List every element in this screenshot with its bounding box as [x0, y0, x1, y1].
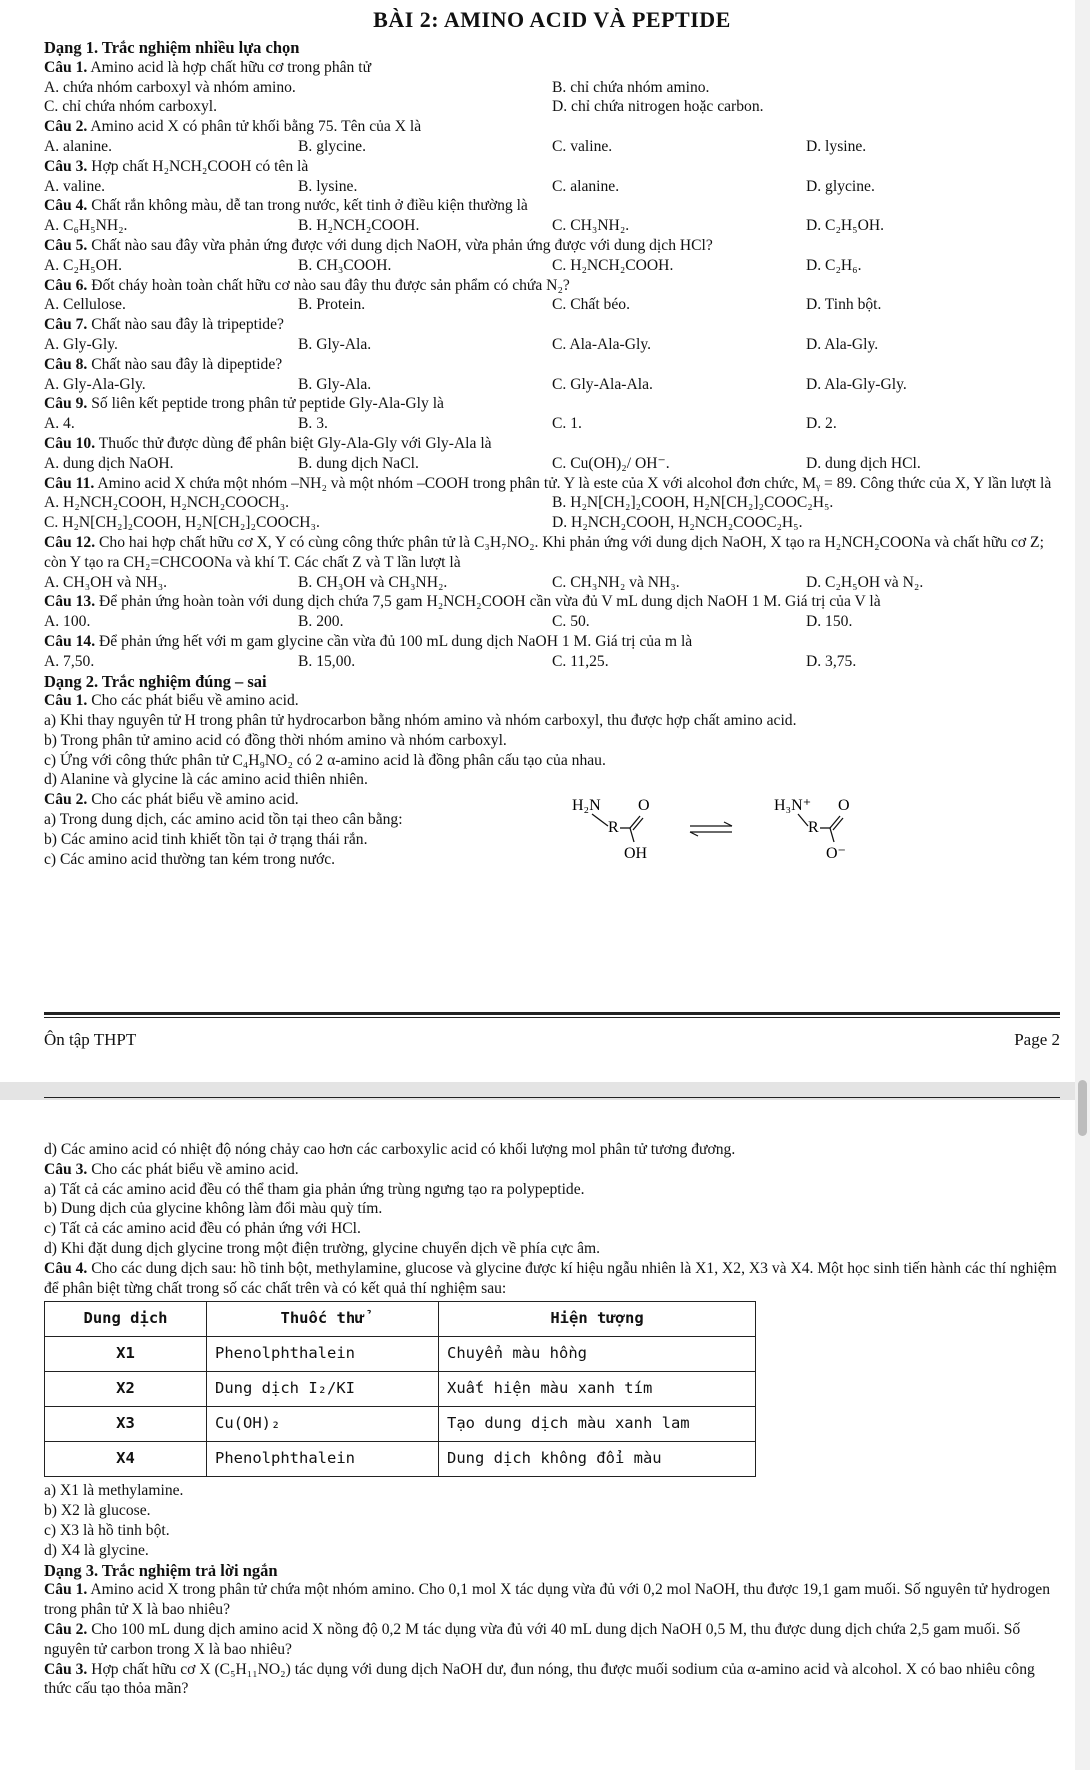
mc-question-list	[44, 58, 1060, 672]
answer-option: B. chỉ chứa nhóm amino.	[552, 78, 710, 96]
answer-option: A. CH₃OH và NH₃.	[44, 573, 168, 591]
question-number: Câu 8.	[44, 355, 88, 373]
page-footer	[44, 1030, 1060, 1050]
answer-option: D. H₂NCH₂COOH, H₂NCH₂COOC₂H₅.	[552, 514, 803, 532]
question-number: Câu 12.	[44, 533, 96, 551]
mc-question	[44, 58, 1060, 117]
carboxylate-anion: O⁻	[826, 845, 846, 863]
answer-option: A. C₂H₅OH.	[44, 256, 123, 274]
mc-question	[44, 474, 1060, 533]
col-header: Hiện tượng	[439, 1302, 756, 1337]
statement: d) Khi đặt dung dịch glycine trong một điện trường, glycine chuyển dịch về phía cực âm.	[44, 1239, 601, 1257]
question-text: Chất rắn không màu, dễ tan trong nước, kết tinh ở điều kiện thường là	[91, 197, 528, 215]
answer-option: A. 100.	[44, 613, 91, 631]
mc-question	[44, 117, 1060, 157]
page-number: Page 2	[1014, 1030, 1060, 1049]
answer-option: C. H₂NCH₂COOH.	[552, 256, 674, 274]
answer-option: B. 3.	[298, 415, 328, 433]
question-text: Thuốc thử được dùng để phân biệt Gly-Ala-Gly với Gly-Ala là	[98, 434, 492, 452]
question-text: Cho 100 mL dung dịch amino acid X nồng độ 0,2 M tác dụng vừa đủ với 40 mL dung dịch NaOH 0,5 M, thu được dung dịch chứa 2,5 gam muối. Số nguyên tử carbon trong X là bao nhiêu?	[44, 1620, 1021, 1658]
question-text: Chất nào sau đây là tripeptide?	[91, 316, 284, 334]
statement: d) Các amino acid có nhiệt độ nóng chảy cao hơn các carboxylic acid có khối lượng mol phân tử tương đương.	[44, 1141, 736, 1158]
answer-option: A. 7,50.	[44, 652, 95, 670]
table-cell: Dung dịch không đổi màu	[439, 1442, 756, 1477]
mc-question	[44, 533, 1060, 592]
answer-option: A. dung dịch NaOH.	[44, 454, 174, 472]
statement: a) Tất cả các amino acid đều có thể tham gia phản ứng trùng ngưng tạo ra polypeptide.	[44, 1180, 585, 1198]
bond	[592, 814, 608, 826]
question-number: Câu 10.	[44, 434, 96, 452]
question-text: Cho hai hợp chất hữu cơ X, Y có cùng công thức phân tử là C₃H₇NO₂. Khi phản ứng với dung dịch NaOH, X tạo ra H₂NCH₂COONa và chất hữu cơ Z; còn Y tạo ra CH₂=CHCOONa và khí T. Các chất Z và T lần lượt là	[44, 533, 1044, 571]
mc-question	[44, 592, 1060, 632]
question-number: Câu 3.	[44, 1660, 88, 1678]
mc-question	[44, 632, 1060, 672]
bond	[630, 816, 640, 828]
header-rule	[44, 1097, 1060, 1098]
answer-option: D. glycine.	[806, 177, 875, 195]
answer-option: D. Ala-Gly-Gly.	[806, 375, 907, 393]
question-number: Câu 6.	[44, 276, 88, 294]
answer-option: A. Gly-Gly.	[44, 335, 118, 353]
question-text: Đốt cháy hoàn toàn chất hữu cơ nào sau đây thu được sản phẩm có chứa N₂?	[91, 276, 570, 294]
scrollbar-thumb[interactable]	[1078, 1080, 1087, 1136]
answer-option: D. Tinh bột.	[806, 296, 882, 314]
table-cell: X3	[45, 1407, 207, 1442]
col-header: Dung dịch	[45, 1302, 207, 1337]
statement: b) Các amino acid tinh khiết tồn tại ở trạng thái rắn.	[44, 830, 368, 848]
page-1-content	[44, 2, 1060, 874]
question-text: Chất nào sau đây vừa phản ứng được với dung dịch NaOH, vừa phản ứng được với dung dịch HCl?	[91, 236, 713, 254]
answer-option: B. lysine.	[298, 177, 358, 195]
section-2-heading: Dạng 2. Trắc nghiệm đúng – sai	[44, 671, 267, 691]
sa-question-1	[44, 1580, 1060, 1620]
answer-option: D. dung dịch HCl.	[806, 454, 921, 472]
question-text: Hợp chất hữu cơ X (C₅H₁₁NO₂) tác dụng với dung dịch NaOH dư, đun nóng, thu được muối sodium của α-amino acid và alcohol. X có bao nhiêu công thức cấu tạo thỏa mãn?	[44, 1660, 1035, 1698]
question-number: Câu 3.	[44, 1160, 88, 1178]
question-number: Câu 3.	[44, 157, 88, 175]
answer-option: C. alanine.	[552, 177, 620, 195]
question-number: Câu 1.	[44, 1581, 88, 1599]
carbonyl-oxygen: O	[638, 797, 650, 815]
question-text: Hợp chất H₂NCH₂COOH có tên là	[91, 157, 309, 175]
answer-option: B. 15,00.	[298, 652, 356, 670]
question-number: Câu 13.	[44, 593, 96, 611]
section-3-heading: Dạng 3. Trắc nghiệm trả lời ngắn	[44, 1560, 278, 1580]
sa-question-3	[44, 1660, 1060, 1700]
answer-option: A. Gly-Ala-Gly.	[44, 375, 146, 393]
answer-option: C. CH₃NH₂.	[552, 217, 630, 235]
footer-rule-thin	[44, 1017, 1060, 1018]
page-2-content	[44, 1140, 1060, 1699]
question-text: Cho các phát biểu về amino acid.	[91, 1160, 299, 1178]
table-row	[45, 1372, 756, 1407]
answer-option: B. Gly-Ala.	[298, 375, 372, 393]
mc-question	[44, 157, 1060, 197]
r-group: R	[608, 819, 619, 837]
bond	[798, 814, 808, 826]
mc-question	[44, 276, 1060, 316]
question-number: Câu 5.	[44, 236, 88, 254]
statement: c) Ứng với công thức phân tử C₄H₉NO₂ có 2 α-amino acid là đồng phân cấu tạo của nhau.	[44, 751, 606, 769]
answer-option: B. Gly-Ala.	[298, 335, 372, 353]
answer-option: D. 2.	[806, 415, 837, 433]
question-text: Cho các phát biểu về amino acid.	[91, 791, 299, 809]
answer-option: B. H₂N[CH₂]₂COOH, H₂N[CH₂]₂COOC₂H₅.	[552, 494, 834, 512]
question-text: Số liên kết peptide trong phân tử peptide Gly-Ala-Gly là	[91, 395, 444, 413]
answer-option: D. chỉ chứa nitrogen hoặc carbon.	[552, 98, 764, 116]
statement: a) Trong dung dịch, các amino acid tồn tại theo cân bằng:	[44, 811, 403, 829]
table-row	[45, 1442, 756, 1477]
answer-option: B. glycine.	[298, 137, 366, 155]
table-cell: Phenolphthalein	[207, 1442, 439, 1477]
footer-rule-thick	[44, 1012, 1060, 1015]
table-cell: X1	[45, 1337, 207, 1372]
amine-group: H₂N	[572, 797, 601, 815]
table-cell: X2	[45, 1372, 207, 1407]
answer-option: C. Gly-Ala-Ala.	[552, 375, 653, 393]
question-number: Câu 1.	[44, 58, 88, 76]
question-number: Câu 9.	[44, 395, 88, 413]
table-row	[45, 1407, 756, 1442]
statement: b) X2 là glucose.	[44, 1502, 151, 1520]
question-number: Câu 11.	[44, 474, 95, 492]
answer-option: D. 150.	[806, 613, 853, 631]
tf-question-4	[44, 1259, 1060, 1561]
answer-option: C. 1.	[552, 415, 582, 433]
question-number: Câu 2.	[44, 118, 88, 136]
answer-option: A. H₂NCH₂COOH, H₂NCH₂COOCH₃.	[44, 494, 290, 512]
question-text: Để phản ứng hoàn toàn với dung dịch chứa 7,5 gam H₂NCH₂COOH cần vừa đủ V mL dung dịch NaOH 1 M. Giá trị của V là	[99, 593, 881, 611]
question-number: Câu 2.	[44, 791, 88, 809]
tf-question-1	[44, 691, 1060, 790]
answer-option: B. CH₃OH và CH₃NH₂.	[298, 573, 448, 591]
answer-option: B. dung dịch NaCl.	[298, 454, 419, 472]
statement: d) X4 là glycine.	[44, 1541, 149, 1559]
answer-option: C. Ala-Ala-Gly.	[552, 335, 652, 353]
statement: b) Trong phân tử amino acid có đồng thời nhóm amino và nhóm carboxyl.	[44, 731, 507, 749]
answer-option: D. C₂H₆.	[806, 256, 862, 274]
mc-question	[44, 434, 1060, 474]
statement: c) Tất cả các amino acid đều có phản ứng với HCl.	[44, 1220, 361, 1238]
question-number: Câu 4.	[44, 197, 88, 215]
scrollbar[interactable]	[1075, 0, 1090, 1770]
question-text: Cho các dung dịch sau: hồ tinh bột, methylamine, glucose và glycine được kí hiệu ngẫu nhiên là X1, X2, X3 và X4. Một học sinh tiến hành các thí nghiệm để phân biệt từng chất trong số các chất trên và có kết quả thí nghiệm sau:	[44, 1259, 1057, 1297]
experiment-table	[44, 1301, 756, 1477]
table-cell: Cu(OH)₂	[207, 1407, 439, 1442]
bond	[830, 816, 840, 828]
table-cell: Phenolphthalein	[207, 1337, 439, 1372]
answer-option: C. 50.	[552, 613, 590, 631]
answer-option: C. chỉ chứa nhóm carboxyl.	[44, 98, 218, 116]
answer-option: C. valine.	[552, 137, 613, 155]
question-text: Amino acid X trong phân tử chứa một nhóm amino. Cho 0,1 mol X tác dụng vừa đủ với 0,2 mol NaOH, thu được 19,1 gam muối. Số nguyên tử hydrogen trong phân tử X là bao nhiêu?	[44, 1581, 1050, 1619]
answer-option: D. lysine.	[806, 137, 867, 155]
answer-option: D. Ala-Gly.	[806, 335, 879, 353]
question-text: Amino acid là hợp chất hữu cơ trong phân tử	[90, 58, 372, 76]
answer-option: A. alanine.	[44, 137, 112, 155]
answer-option: A. valine.	[44, 177, 106, 195]
statement: a) Khi thay nguyên tử H trong phân tử hydrocarbon bằng nhóm amino và nhóm carboxyl, thu được hợp chất amino acid.	[44, 712, 797, 730]
table-header-row	[45, 1302, 756, 1337]
answer-option: B. 200.	[298, 613, 344, 631]
answer-option: D. C₂H₅OH.	[806, 217, 885, 235]
hydroxyl: OH	[624, 845, 648, 863]
mc-question	[44, 355, 1060, 395]
statement: a) X1 là methylamine.	[44, 1482, 184, 1500]
footer-left: Ôn tập THPT	[44, 1030, 137, 1049]
zwitterion-equilibrium	[504, 790, 1024, 874]
question-text: Amino acid X chứa một nhóm –NH₂ và một nhóm –COOH trong phân tử. Y là este của X với alcohol đơn chức, Mᵧ = 89. Công thức của X, Y lần lượt là	[97, 474, 1052, 492]
mc-question	[44, 236, 1060, 276]
answer-option: D. 3,75.	[806, 652, 857, 670]
table-cell: Xuất hiện màu xanh tím	[439, 1372, 756, 1407]
answer-option: C. 11,25.	[552, 652, 609, 670]
question-number: Câu 1.	[44, 692, 88, 710]
answer-option: A. 4.	[44, 415, 75, 433]
table-row	[45, 1337, 756, 1372]
ammonium-group: H₃N⁺	[774, 797, 812, 815]
table-cell: Dung dịch I₂/KI	[207, 1372, 439, 1407]
mc-question	[44, 196, 1060, 236]
statement: c) Các amino acid thường tan kém trong nước.	[44, 850, 336, 868]
statement: c) X3 là hồ tinh bột.	[44, 1521, 170, 1539]
answer-option: A. Cellulose.	[44, 296, 126, 314]
statement: b) Dung dịch của glycine không làm đổi màu quỳ tím.	[44, 1200, 383, 1218]
table-cell: Tạo dung dịch màu xanh lam	[439, 1407, 756, 1442]
bond	[833, 818, 843, 830]
answer-option: B. CH₃COOH.	[298, 256, 392, 274]
equilibrium-diagram	[504, 790, 1024, 874]
question-text: Chất nào sau đây là dipeptide?	[91, 355, 283, 373]
question-number: Câu 7.	[44, 316, 88, 334]
question-number: Câu 2.	[44, 1620, 88, 1638]
bond	[633, 818, 643, 830]
col-header: Thuốc thử	[207, 1302, 439, 1337]
answer-option: A. chứa nhóm carboxyl và nhóm amino.	[44, 78, 296, 96]
page-title: BÀI 2: AMINO ACID VÀ PEPTIDE	[373, 7, 731, 32]
question-number: Câu 4.	[44, 1259, 88, 1277]
answer-option: A. C₆H₅NH₂.	[44, 217, 128, 235]
answer-option: B. Protein.	[298, 296, 366, 314]
question-text: Cho các phát biểu về amino acid.	[91, 692, 299, 710]
answer-option: C. CH₃NH₂ và NH₃.	[552, 573, 680, 591]
answer-option: C. H₂N[CH₂]₂COOH, H₂N[CH₂]₂COOCH₃.	[44, 514, 320, 532]
tf-question-3	[44, 1160, 1060, 1259]
question-text: Để phản ứng hết với m gam glycine cần vừa đủ 100 mL dung dịch NaOH 1 M. Giá trị của m là	[99, 632, 693, 650]
carboxylate-oxygen: O	[838, 797, 850, 815]
mc-question	[44, 315, 1060, 355]
question-text: Amino acid X có phân tử khối bằng 75. Tên của X là	[90, 118, 422, 136]
question-number: Câu 14.	[44, 632, 96, 650]
mc-question	[44, 394, 1060, 434]
sa-question-2	[44, 1620, 1060, 1660]
answer-option: C. Chất béo.	[552, 296, 630, 314]
tf-question-2	[44, 790, 1060, 874]
table-cell: Chuyển màu hồng	[439, 1337, 756, 1372]
table-cell: X4	[45, 1442, 207, 1477]
r-group-right: R	[808, 819, 819, 837]
answer-option: B. H₂NCH₂COOH.	[298, 217, 420, 235]
answer-option: C. Cu(OH)₂/ OH⁻.	[552, 454, 670, 472]
answer-option: D. C₂H₅OH và N₂.	[806, 573, 924, 591]
statement: d) Alanine và glycine là các amino acid thiên nhiên.	[44, 771, 368, 789]
section-1-heading: Dạng 1. Trắc nghiệm nhiều lựa chọn	[44, 38, 300, 57]
